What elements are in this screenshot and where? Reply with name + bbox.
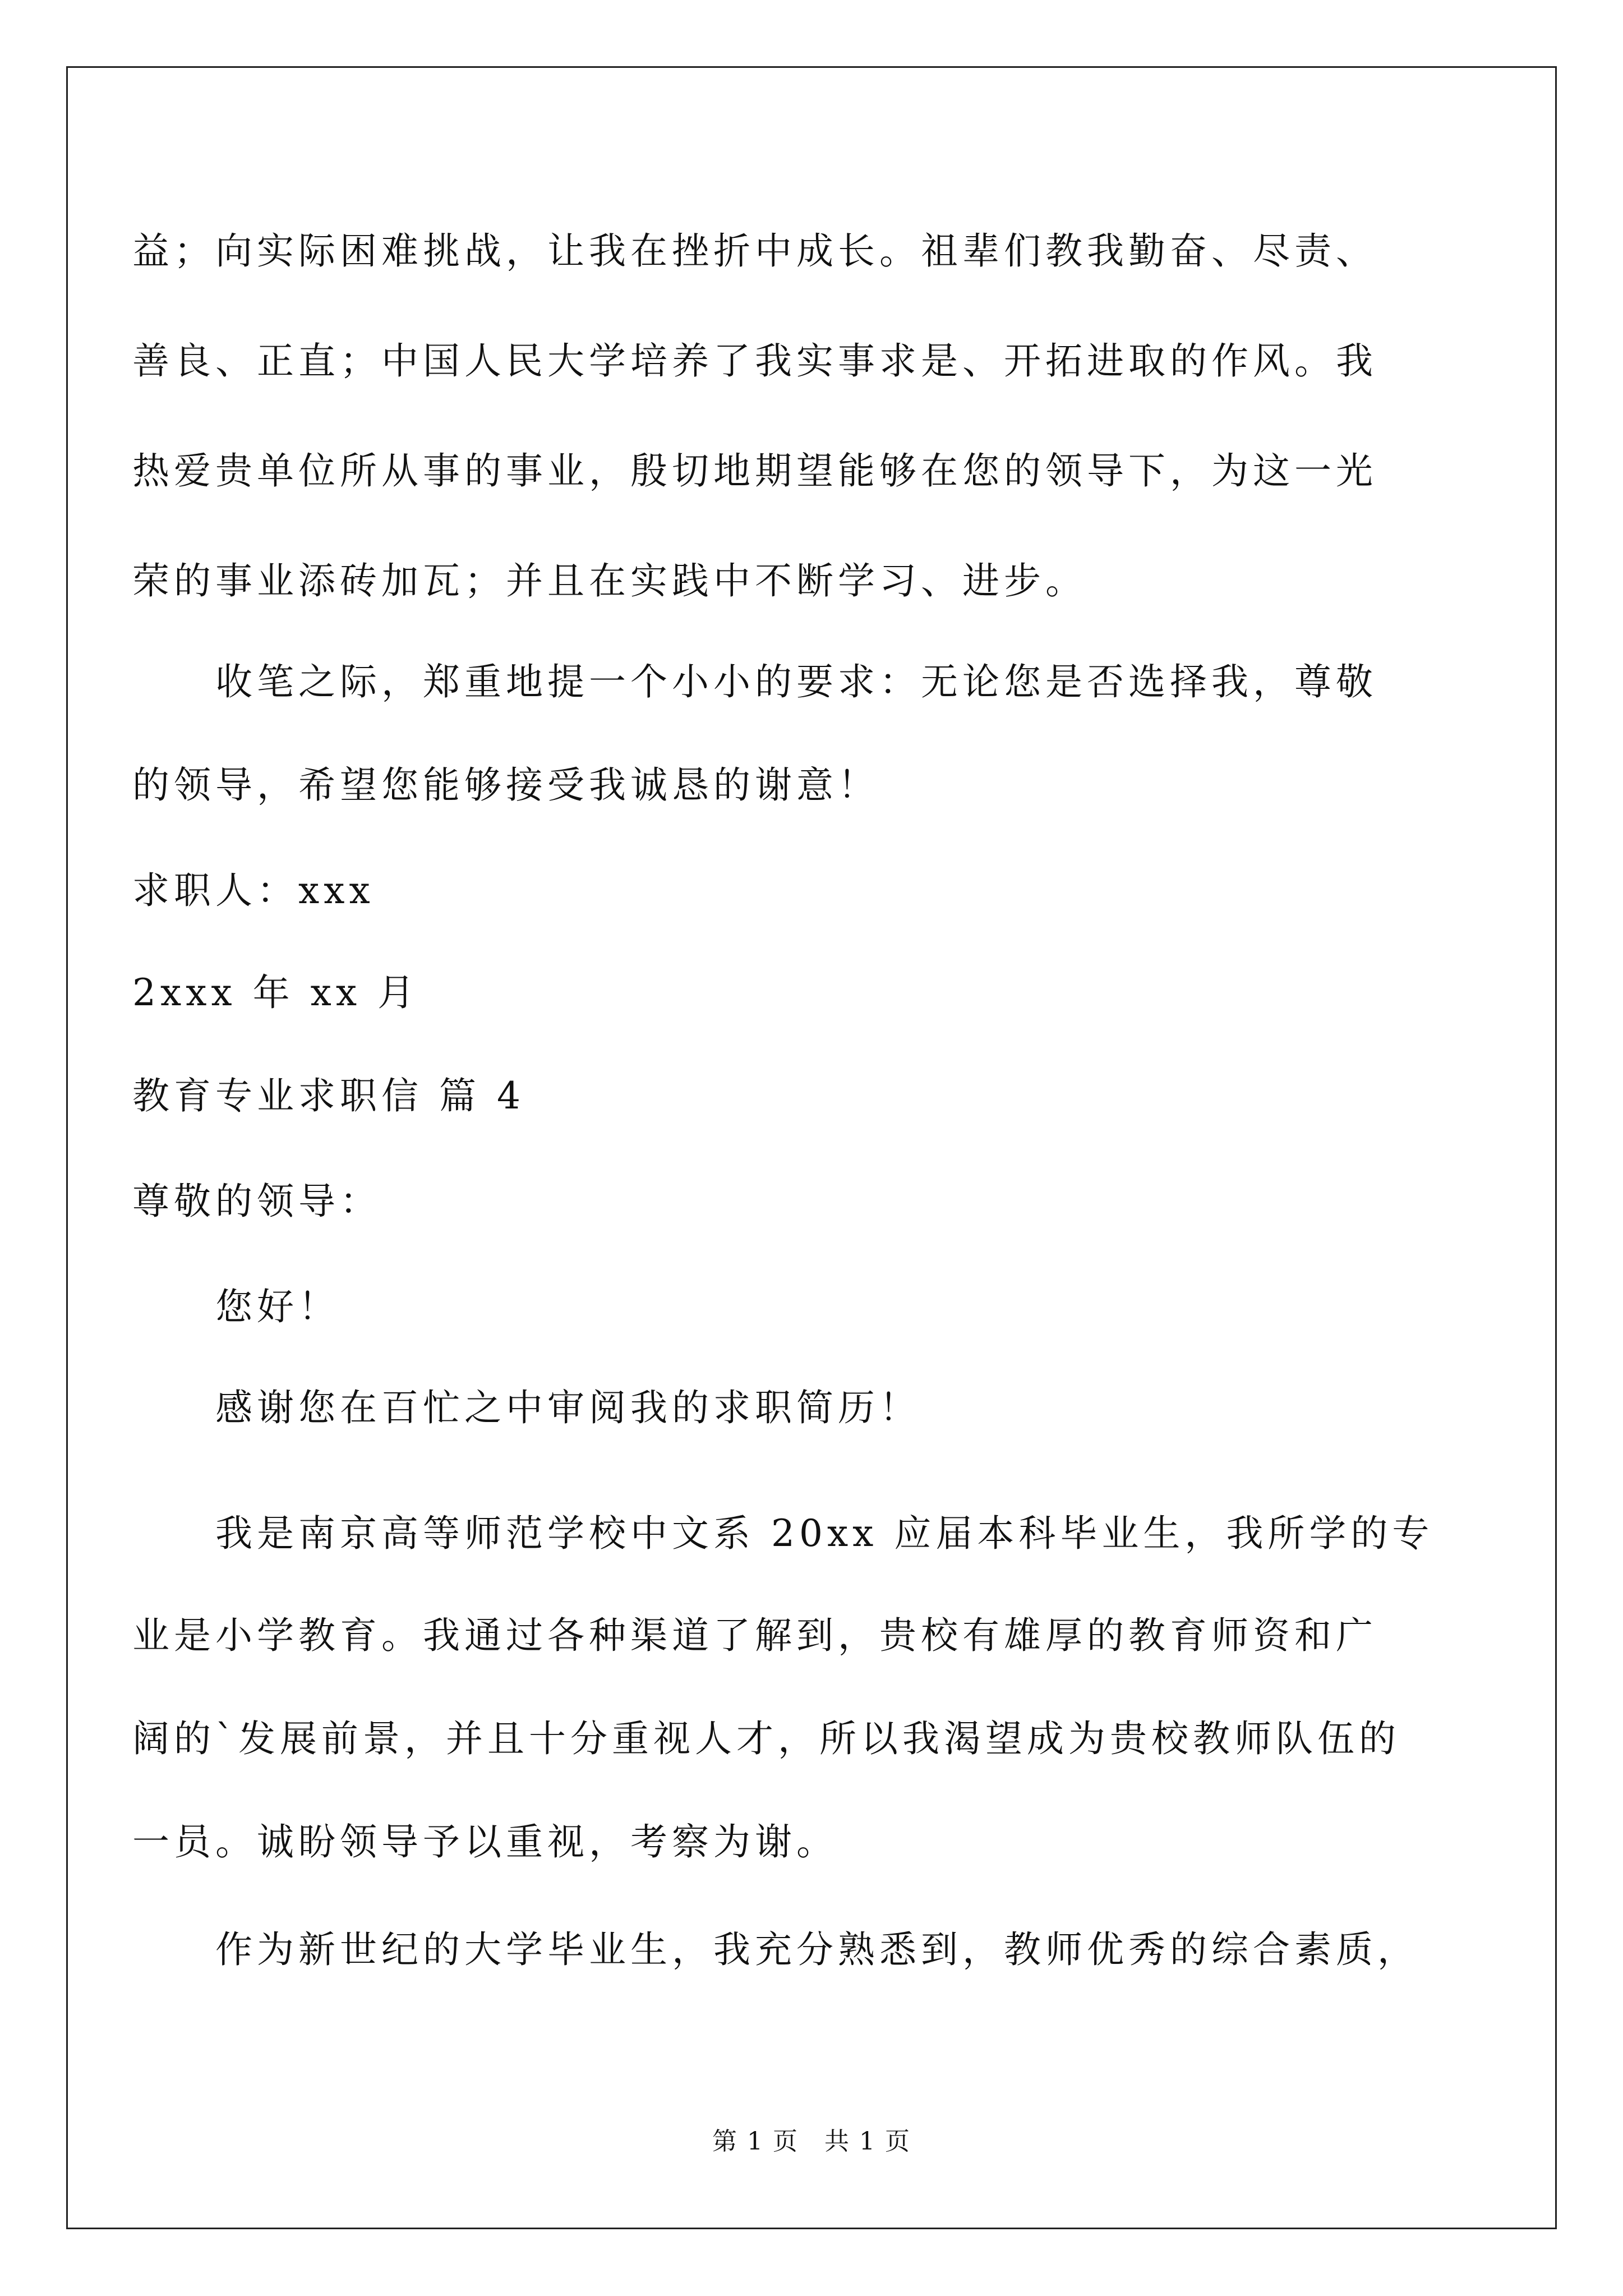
text-line: 热爱贵单位所从事的事业，殷切地期望能够在您的领导下，为这一光 <box>132 449 1377 493</box>
signature-line: 求职人：xxx <box>132 869 375 912</box>
text-line: 收笔之际，郑重地提一个小小的要求：无论您是否选择我，尊敬 <box>215 660 1377 703</box>
salutation: 尊敬的领导： <box>132 1180 381 1223</box>
date-line: 2xxx 年 xx 月 <box>132 971 419 1014</box>
text-line: 荣的事业添砖加瓦；并且在实践中不断学习、进步。 <box>132 559 1087 602</box>
section-heading: 教育专业求职信 篇 4 <box>132 1074 525 1117</box>
page-frame <box>66 66 1557 2229</box>
text-line: 业是小学教育。我通过各种渠道了解到，贵校有雄厚的教育师资和广 <box>132 1614 1377 1657</box>
greeting: 您好！ <box>215 1285 340 1328</box>
text-line: 的领导，希望您能够接受我诚恳的谢意！ <box>132 763 879 807</box>
text-line: 善良、正直；中国人民大学培养了我实事求是、开拓进取的作风。我 <box>132 339 1377 383</box>
text-line: 阔的`发展前景，并且十分重视人才，所以我渴望成为贵校教师队伍的 <box>132 1717 1400 1760</box>
text-line: 作为新世纪的大学毕业生，我充分熟悉到，教师优秀的综合素质， <box>215 1928 1419 1971</box>
text-line: 一员。诚盼领导予以重视，考察为谢。 <box>132 1820 838 1864</box>
text-line: 感谢您在百忙之中审阅我的求职简历！ <box>215 1386 921 1429</box>
text-line: 我是南京高等师范学校中文系 20xx 应届本科毕业生，我所学的专 <box>215 1512 1434 1555</box>
page-number-footer: 第 1 页 共 1 页 <box>712 2127 911 2156</box>
text-line: 益；向实际困难挑战，让我在挫折中成长。祖辈们教我勤奋、尽责、 <box>132 229 1377 273</box>
